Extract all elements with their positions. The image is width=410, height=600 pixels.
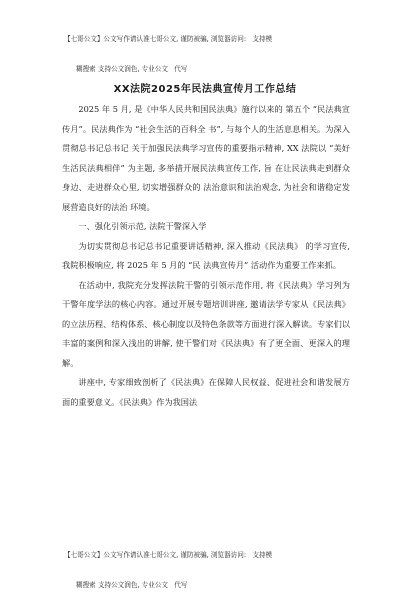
- paragraph: 为切实贯彻总书记总书记重要讲话精神, 深入推动《民法典》 的学习宣传, 我院积极响应, 将 2025 年 5 月的 “民 法典宣传月” 活动作为重要工作来抓。: [62, 240, 350, 270]
- bottom-banner: [64, 530, 364, 600]
- page-title: XX法院2025年民法典宣传月工作总结: [113, 84, 297, 95]
- banner-line-1: 【七哥公文】公文写作请认准七哥公文, 谨防被骗, 浏览器访问: 支持模: [64, 35, 273, 43]
- paragraph-intro: 2025 年 5 月, 是《中华人民共和国民法典》施行以来的 第五个 “民法典宣传月”。民法典作为 “社会生活的百科全 书”, 与每个人的生活息息相关。为深入贯彻总书记总书记 关于加强民法典学习宣传的重要指示精神, XX 法院以 “美好 生活民法典相伴” 为主题, 多举措开展民法典宣传工作, 旨 在让民法典走到群众身边、走进群众心里, 切实增强群众的 法治意识和法治观念, 为社会和谐稳定发展营造良好的法治 环境。: [62, 104, 350, 212]
- document-body: [62, 100, 350, 412]
- paragraph: 在活动中, 我院充分发挥法院干警的引领示范作用, 将《民法典》学习列为干警年度学法的核心内容。通过开展专题培训讲座, 邀请法学专家从《民法典》的立法历程、结构体系、核心制度以及特色条款等方面进行深入解读。专家们以丰富的案例和深入浅出的讲解, 使干警们对《民法典》有了更全面、更深入的理解。: [62, 279, 350, 368]
- banner-line-1: 【七哥公文】公文写作请认准七哥公文, 谨防被骗, 浏览器访问: 支持模: [64, 551, 273, 559]
- paragraph: 讲座中, 专家细致剖析了《民法典》在保障人民权益、促进社会和谐发展方面的重要意义。《民法典》作为我国法: [62, 377, 350, 407]
- banner-line-2: 糊搜索 支持公文润色, 专业公文 代写: [76, 65, 188, 73]
- banner-line-2: 糊搜索 支持公文润色, 专业公文 代写: [76, 581, 188, 589]
- top-banner: [64, 14, 364, 84]
- section-heading: 一、强化引领示范, 法院干警深入学: [78, 221, 207, 231]
